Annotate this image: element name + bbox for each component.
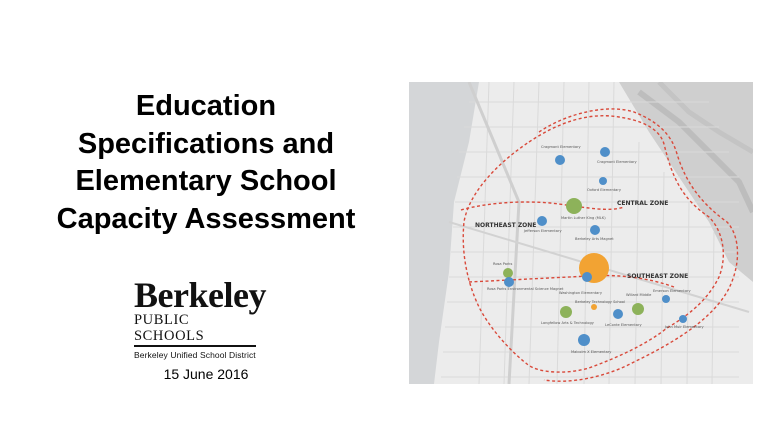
svg-text:Berkeley Arts Magnet: Berkeley Arts Magnet [575,237,614,241]
svg-text:Rosa Parks Environmental Scien: Rosa Parks Environmental Science Magnet [487,287,564,291]
school-marker[interactable] [555,155,565,165]
svg-text:Emerson Elementary: Emerson Elementary [653,289,691,293]
school-marker[interactable] [662,295,670,303]
svg-text:Longfellow Arts & Technology: Longfellow Arts & Technology [541,321,594,325]
school-marker[interactable] [503,268,513,278]
school-marker[interactable] [590,225,600,235]
school-zone-map [409,82,753,384]
zone-label-central: CENTRAL ZONE [617,200,669,207]
school-marker[interactable] [560,306,572,318]
svg-text:Willard Middle: Willard Middle [626,293,652,297]
svg-text:Rosa Parks: Rosa Parks [493,262,513,266]
svg-text:Malcolm X Elementary: Malcolm X Elementary [571,350,612,354]
school-marker[interactable] [613,309,623,319]
school-marker[interactable] [591,304,597,310]
berkeley-public-schools-logo [134,275,284,360]
school-marker[interactable] [679,315,687,323]
svg-text:Cragmont Elementary: Cragmont Elementary [597,160,637,164]
title-line-4: Capacity Assessment [56,202,356,235]
logo-wordmark: Berkeley [134,275,266,315]
svg-text:Cragmont Elementary: Cragmont Elementary [541,145,581,149]
school-marker[interactable] [632,303,644,315]
logo-subtitle: PUBLIC SCHOOLS [134,312,256,347]
school-marker[interactable] [600,147,610,157]
logo-district: Berkeley Unified School District [134,350,256,360]
title-line-3: Elementary School [75,165,337,197]
svg-text:Oxford Elementary: Oxford Elementary [587,188,621,192]
slide-title [20,88,392,238]
presentation-date: 15 June 2016 [163,366,249,382]
svg-text:Berkeley Technology School: Berkeley Technology School [575,300,625,304]
school-marker[interactable] [599,177,607,185]
school-marker[interactable] [578,334,590,346]
school-marker[interactable] [582,272,592,282]
svg-text:LeConte Elementary: LeConte Elementary [605,323,642,327]
zone-label-northeast: NORTHEAST ZONE [475,222,537,229]
svg-text:Jefferson Elementary: Jefferson Elementary [524,229,562,233]
svg-text:Washington Elementary: Washington Elementary [559,291,602,295]
school-marker[interactable] [566,198,582,214]
school-marker[interactable] [537,216,547,226]
title-line-2: Specifications and [77,127,335,160]
title-line-1: Education [135,90,277,122]
school-marker[interactable] [504,277,514,287]
svg-text:Martin Luther King (MLK): Martin Luther King (MLK) [561,216,606,220]
svg-text:John Muir Elementary: John Muir Elementary [665,325,704,329]
zone-label-southeast: SOUTHEAST ZONE [627,273,689,280]
